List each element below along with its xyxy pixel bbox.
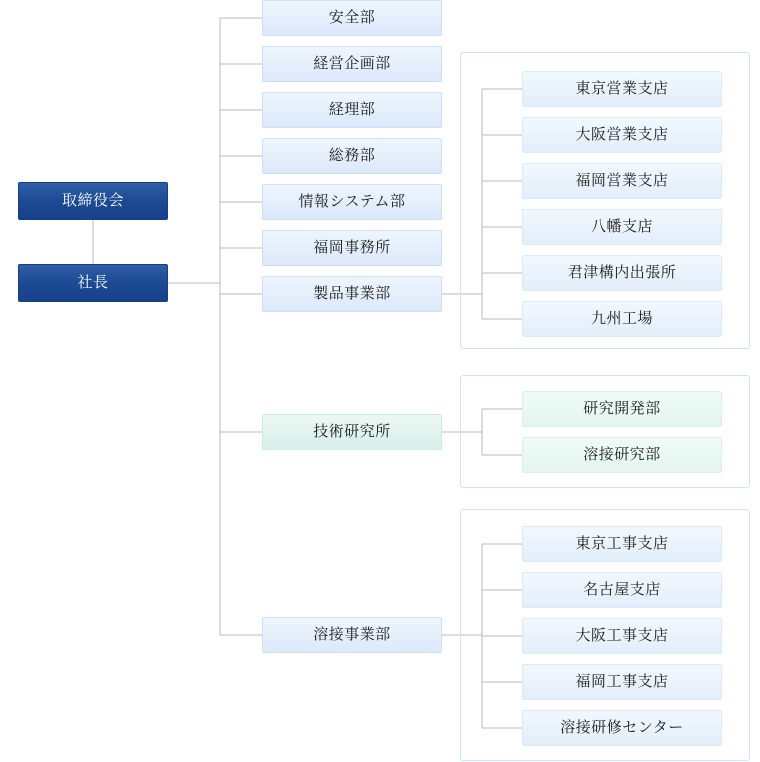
- node-fukuoka-sales[interactable]: [522, 163, 722, 199]
- node-osaka-sales-label: 大阪営業支店: [575, 126, 669, 143]
- node-fukuoka-office-label: 福岡事務所: [313, 239, 391, 256]
- node-welding-division-label: 溶接事業部: [313, 626, 391, 643]
- node-information-systems-label: 情報システム部: [298, 193, 406, 210]
- node-nagoya-branch-label: 名古屋支店: [583, 581, 661, 598]
- node-osaka-construction[interactable]: [522, 618, 722, 654]
- node-planning-label: 経営企画部: [313, 55, 391, 72]
- node-president-label: 社長: [77, 274, 109, 291]
- node-tokyo-sales-label: 東京営業支店: [575, 80, 669, 97]
- node-safety[interactable]: [262, 0, 442, 36]
- node-yahata-branch[interactable]: [522, 209, 722, 245]
- node-rnd-dept[interactable]: [522, 391, 722, 427]
- node-board[interactable]: [18, 182, 168, 220]
- node-welding-division[interactable]: [262, 617, 442, 653]
- node-accounting[interactable]: [262, 92, 442, 128]
- node-fukuoka-office[interactable]: [262, 230, 442, 266]
- node-tokyo-sales[interactable]: [522, 71, 722, 107]
- node-accounting-label: 経理部: [328, 101, 376, 118]
- node-product-division[interactable]: [262, 276, 442, 312]
- node-tokyo-construction[interactable]: [522, 526, 722, 562]
- node-kyushu-plant-label: 九州工場: [590, 310, 653, 327]
- node-osaka-construction-label: 大阪工事支店: [575, 627, 669, 644]
- node-president[interactable]: [18, 264, 168, 302]
- node-yahata-branch-label: 八幡支店: [590, 218, 653, 235]
- node-tokyo-construction-label: 東京工事支店: [575, 535, 669, 552]
- node-welding-research-label: 溶接研究部: [583, 446, 661, 463]
- node-general-affairs[interactable]: [262, 138, 442, 174]
- node-technical-lab[interactable]: [262, 414, 442, 450]
- node-fukuoka-construction-label: 福岡工事支店: [575, 673, 669, 690]
- node-information-systems[interactable]: [262, 184, 442, 220]
- node-general-affairs-label: 総務部: [328, 147, 376, 164]
- node-kyushu-plant[interactable]: [522, 301, 722, 337]
- node-rnd-dept-label: 研究開発部: [583, 400, 661, 417]
- node-board-label: 取締役会: [61, 192, 124, 209]
- node-welding-research[interactable]: [522, 437, 722, 473]
- node-safety-label: 安全部: [328, 9, 376, 26]
- node-nagoya-branch[interactable]: [522, 572, 722, 608]
- node-fukuoka-sales-label: 福岡営業支店: [575, 172, 669, 189]
- node-kimitsu-office-label: 君津構内出張所: [567, 264, 677, 281]
- node-technical-lab-label: 技術研究所: [313, 423, 391, 440]
- node-kimitsu-office[interactable]: [522, 255, 722, 291]
- node-planning[interactable]: [262, 46, 442, 82]
- node-fukuoka-construction[interactable]: [522, 664, 722, 700]
- node-osaka-sales[interactable]: [522, 117, 722, 153]
- node-product-division-label: 製品事業部: [313, 285, 391, 302]
- node-welding-training-center-label: 溶接研修センター: [560, 719, 684, 736]
- node-welding-training-center[interactable]: [522, 710, 722, 746]
